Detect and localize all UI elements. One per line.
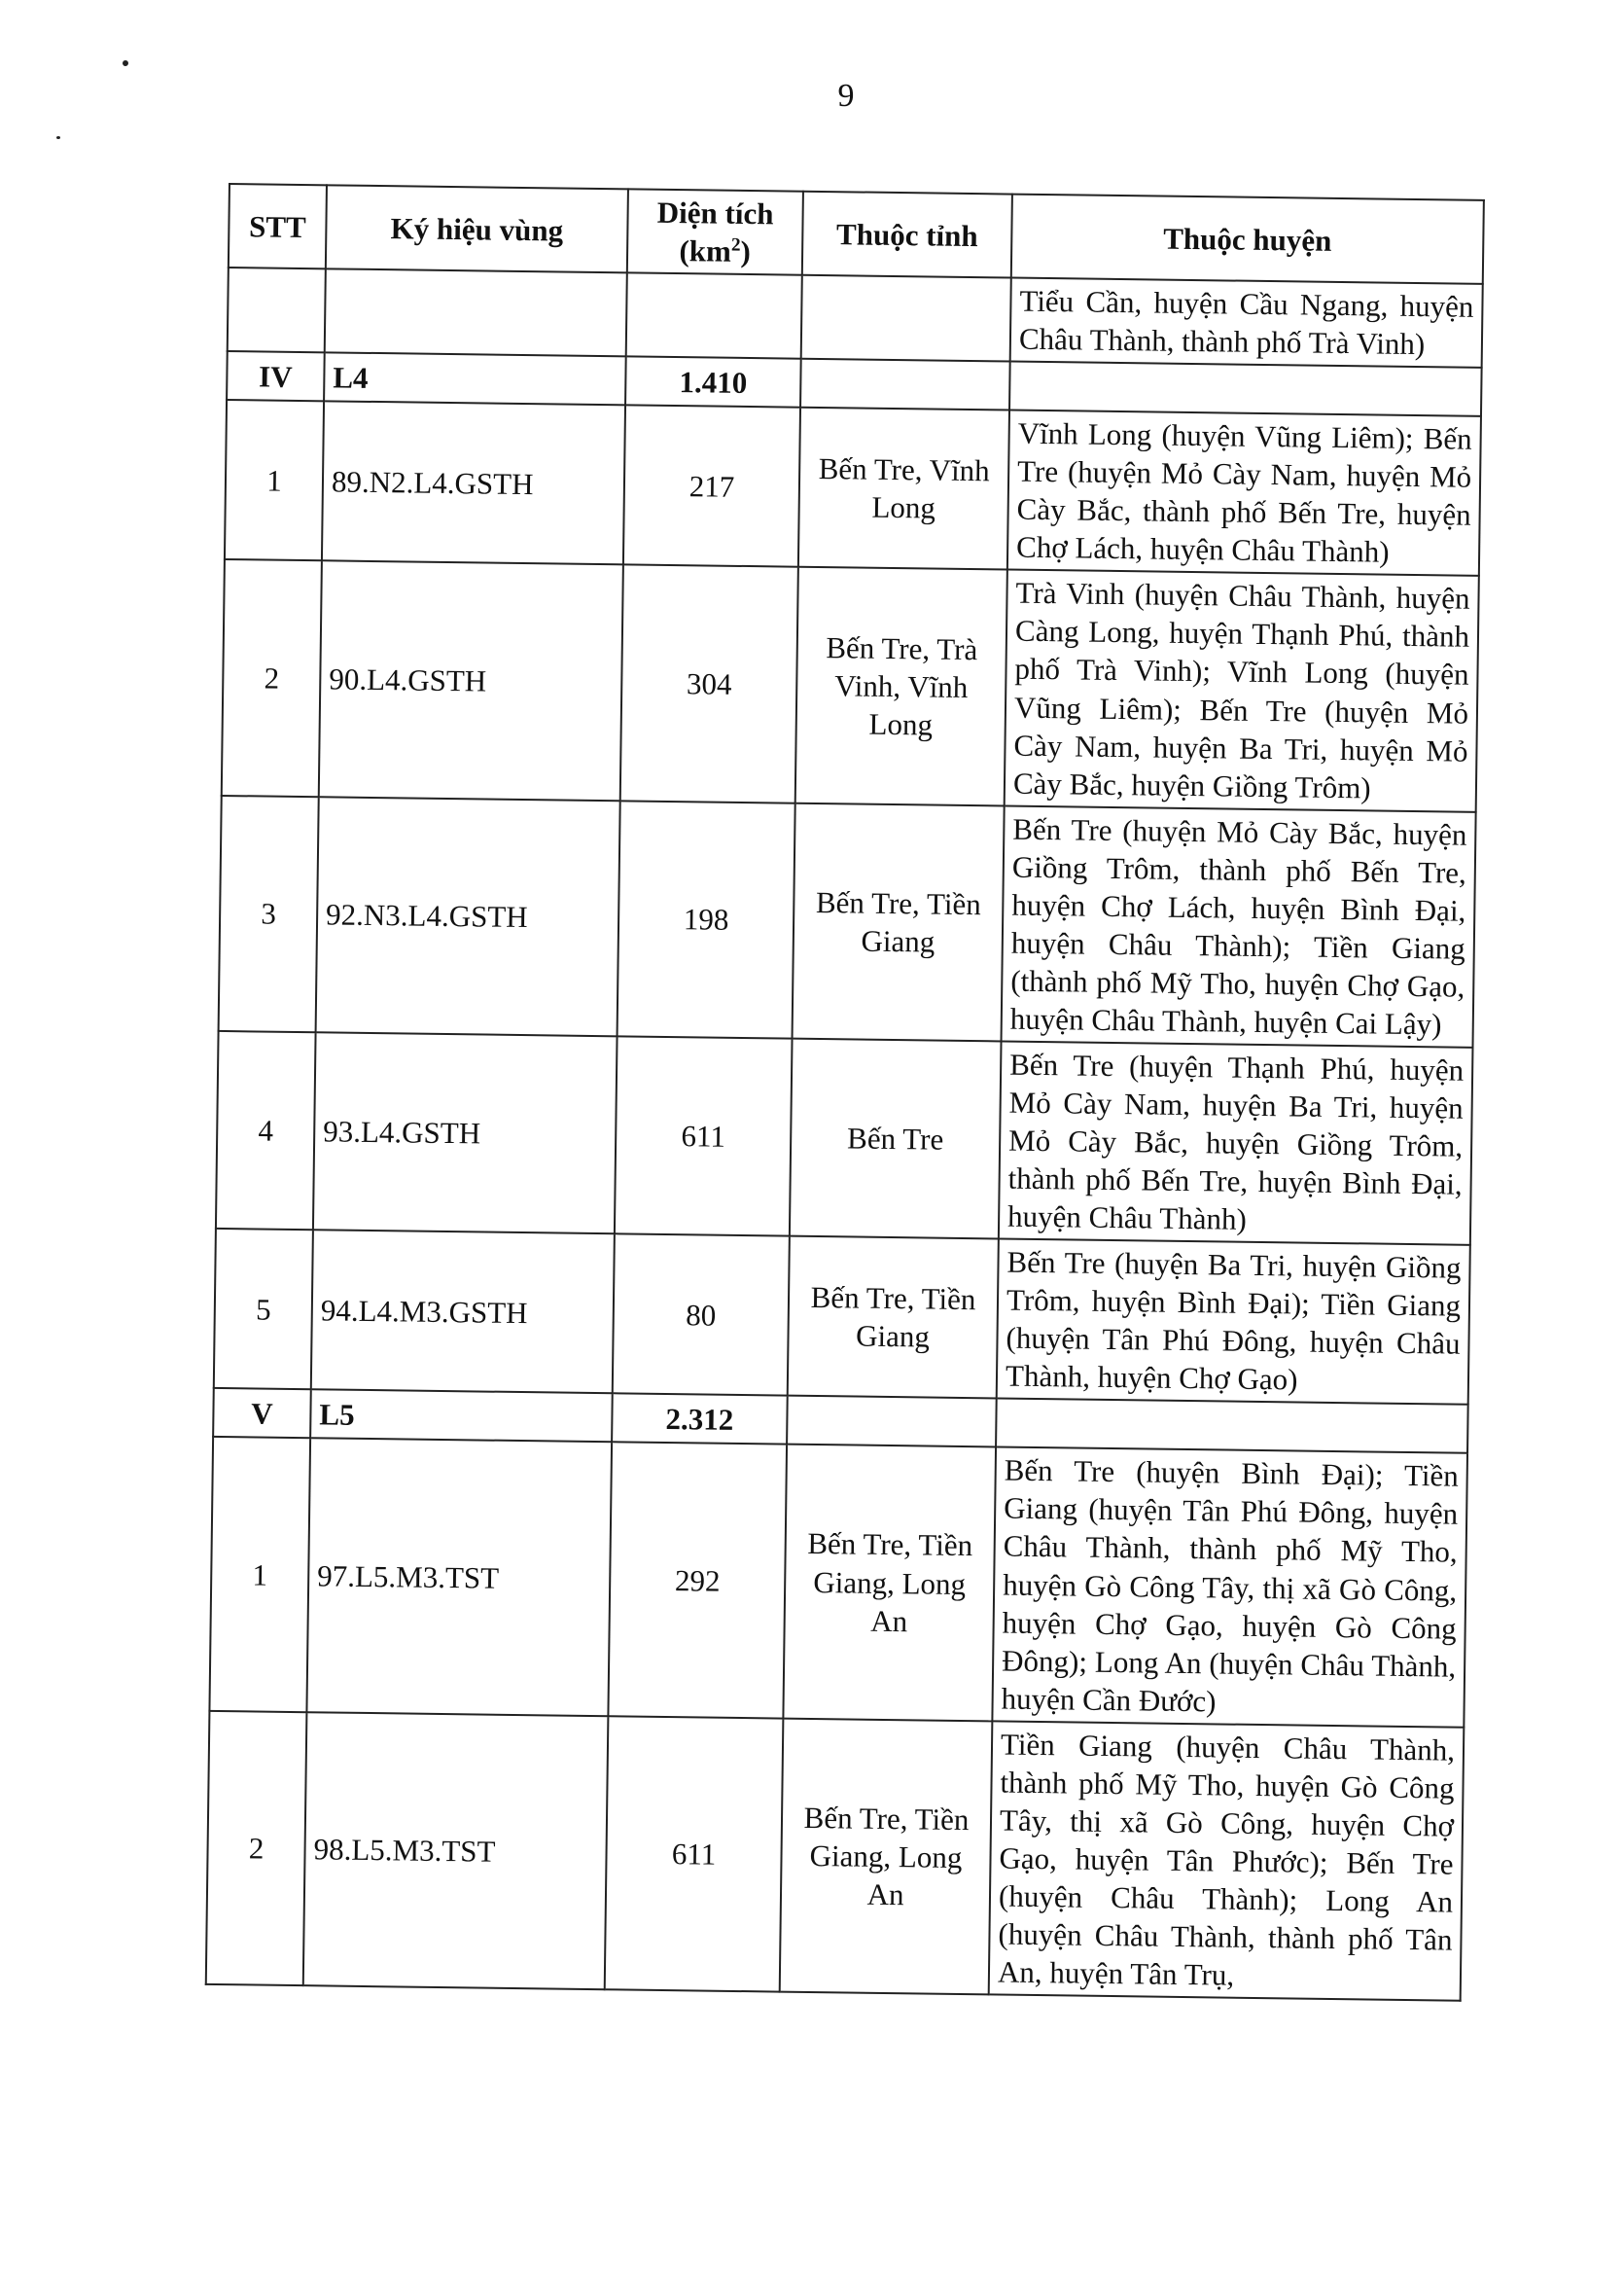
district-cell: Bến Tre (huyện Bình Đại); Tiền Giang (huyện Tân Phú Đông, huyện Châu Thành, thành phố Mỹ Tho, huyện Gò Công Tây, thị xã Gò Công, huyện Chợ Gạo, huyện Gò Công Đông); Long An (huyện Châu Thành, huyện Cần Đước): [992, 1447, 1467, 1728]
header-area: [627, 189, 803, 274]
region-code-cell: 93.L4.GSTH: [313, 1032, 618, 1233]
province-cell: Bến Tre, Tiền Giang, Long An: [783, 1445, 996, 1721]
table-row: [225, 400, 1481, 576]
stt-cell: 3: [219, 796, 319, 1033]
district-cell: Vĩnh Long (huyện Vũng Liêm); Bến Tre (huyện Mỏ Cày Nam, huyện Mỏ Cày Bắc, thành phố Bến Tre, huyện Chợ Lách, huyện Châu Thành): [1007, 410, 1481, 577]
district-cell: Bến Tre (huyện Thạnh Phú, huyện Mỏ Cày Nam, huyện Ba Tri, huyện Mỏ Cày Bắc, huyện Giồng Trôm, thành phố Bến Tre, huyện Bình Đại, huyện Châu Thành): [999, 1041, 1473, 1245]
region-code-cell: 98.L5.M3.TST: [303, 1712, 609, 1989]
group-area-cell: 2.312: [612, 1394, 788, 1445]
header-stt: STT: [229, 184, 327, 268]
header-area-label: Diện tích: [656, 195, 774, 232]
stt-cell: 1: [209, 1437, 310, 1712]
region-code-cell: 92.N3.L4.GSTH: [316, 797, 620, 1036]
table-header-row: [229, 184, 1484, 284]
area-cell: 611: [605, 1716, 784, 1992]
district-cell: Trà Vinh (huyện Châu Thành, huyện Càng Long, huyện Thạnh Phú, thành phố Trà Vinh); Vĩnh Long (huyện Vũng Liêm); Bến Tre (huyện Mỏ Cày Nam, huyện Ba Tri, huyện Mỏ Cày Bắc, huyện Giồng Trôm): [1005, 570, 1479, 812]
table-cell: [626, 272, 802, 358]
district-cell: Tiểu Cần, huyện Cầu Ngang, huyện Châu Thành, thành phố Trà Vinh): [1010, 278, 1483, 368]
group-stt-cell: IV: [227, 351, 325, 401]
table-cell: [801, 275, 1011, 362]
table-row: [219, 796, 1476, 1048]
province-cell: Bến Tre, Tiền Giang: [793, 803, 1005, 1041]
group-region-code-cell: L4: [324, 352, 626, 405]
area-cell: 292: [608, 1443, 787, 1719]
province-cell: Bến Tre, Tiền Giang: [788, 1236, 999, 1399]
group-province-cell: [787, 1396, 997, 1447]
region-code-cell: 89.N2.L4.GSTH: [322, 401, 625, 564]
group-stt-cell: V: [213, 1388, 311, 1438]
header-region-code: Ký hiệu vùng: [326, 185, 628, 272]
region-table: [205, 183, 1485, 2002]
area-cell: 198: [618, 801, 795, 1039]
region-code-cell: 94.L4.M3.GSTH: [311, 1230, 615, 1393]
table-row: [206, 1711, 1465, 2001]
stt-cell: 2: [206, 1711, 307, 1986]
group-area-cell: 1.410: [625, 357, 801, 408]
group-district-cell: [1009, 362, 1482, 416]
scan-speck: [123, 60, 128, 66]
area-cell: 611: [615, 1036, 793, 1236]
district-cell: Tiền Giang (huyện Châu Thành, thành phố Mỹ Tho, huyện Gò Công Tây, thị xã Gò Công, huyện Chợ Gạo, huyện Tân Phước); Bến Tre (huyện Châu Thành); Long An (huyện Châu Thành, thành phố Tân An, huyện Tân Trụ,: [989, 1721, 1465, 2001]
group-region-code-cell: L5: [310, 1390, 613, 1443]
province-cell: Bến Tre, Tiền Giang, Long An: [780, 1718, 993, 1994]
area-cell: 80: [613, 1233, 790, 1396]
table-body: [206, 268, 1483, 2001]
area-cell: 217: [623, 406, 800, 568]
district-cell: Bến Tre (huyện Ba Tri, huyện Giồng Trôm, huyện Bình Đại); Tiền Giang (huyện Tân Phú Đông, huyện Châu Thành, huyện Chợ Gạo): [997, 1239, 1470, 1406]
header-district: Thuộc huyện: [1011, 195, 1484, 284]
table-row: [222, 559, 1479, 811]
district-cell: Bến Tre (huyện Mỏ Cày Bắc, huyện Giồng Trôm, thành phố Bến Tre, huyện Chợ Lách, huyện Bình Đại, huyện Châu Thành); Tiền Giang (thành phố Mỹ Tho, huyện Chợ Gạo, huyện Châu Thành, huyện Cai Lậy): [1002, 805, 1476, 1048]
continuation-row: [228, 268, 1483, 368]
area-cell: 304: [620, 565, 798, 803]
region-code-cell: 97.L5.M3.TST: [306, 1439, 612, 1716]
region-code-cell: 90.L4.GSTH: [319, 561, 623, 801]
stt-cell: 5: [214, 1229, 313, 1389]
stt-cell: 4: [216, 1031, 316, 1231]
table-row: [214, 1229, 1470, 1405]
group-district-cell: [996, 1399, 1468, 1453]
stt-cell: 1: [225, 400, 324, 560]
page-number: 9: [837, 78, 855, 114]
header-province: Thuộc tỉnh: [802, 192, 1012, 278]
stt-cell: 2: [222, 559, 322, 797]
scan-speck: [56, 136, 60, 139]
table-cell: [325, 268, 627, 356]
group-province-cell: [800, 359, 1010, 410]
province-cell: Bến Tre: [790, 1039, 1002, 1239]
province-cell: Bến Tre, Vĩnh Long: [798, 408, 1009, 570]
table-row: [216, 1031, 1473, 1245]
table-row: [209, 1437, 1467, 1727]
province-cell: Bến Tre, Trà Vinh, Vĩnh Long: [795, 567, 1007, 805]
table-cell: [228, 268, 326, 352]
header-area-unit: $(km^2)$: [679, 233, 752, 269]
